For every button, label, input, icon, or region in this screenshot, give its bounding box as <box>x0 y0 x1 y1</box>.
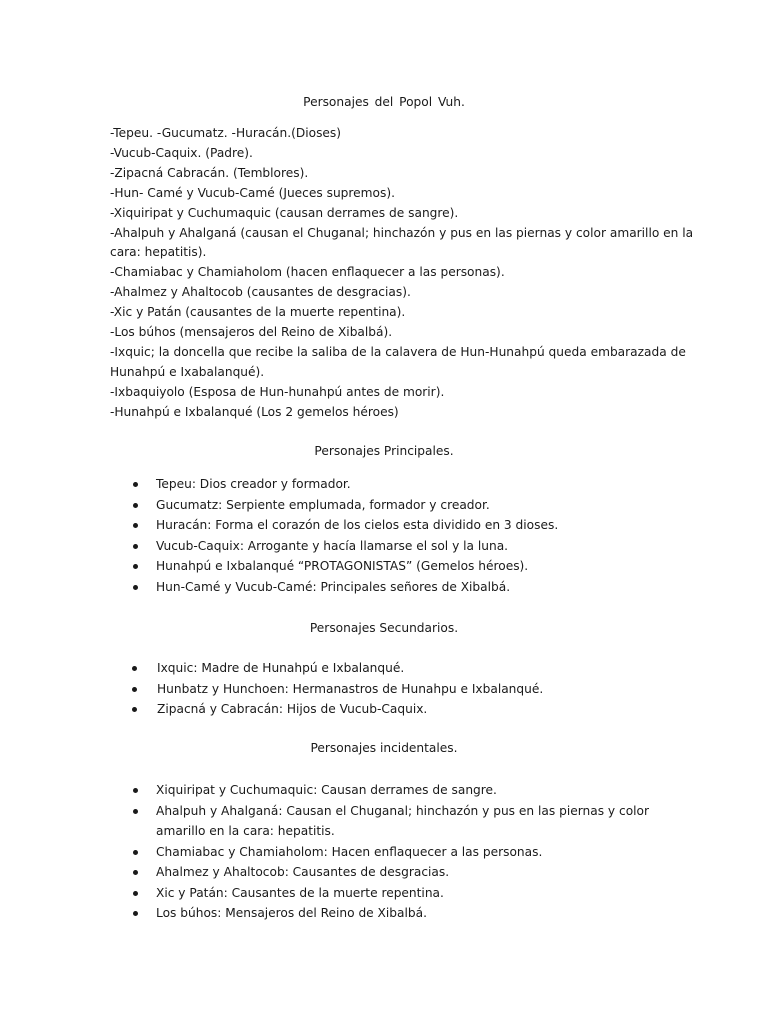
list-principales <box>130 474 670 597</box>
list-item: Xiquiripat y Cuchumaquic: Causan derrames de sangre. <box>130 780 670 801</box>
text-line: -Xiquiripat y Cuchumaquic (causan derrames de sangre). <box>110 205 459 220</box>
text-line: -Chamiabac y Chamiaholom (hacen enflaquecer a las personas). <box>110 265 505 280</box>
text-line: -Ixquic; la doncella que recibe la saliba de la calavera de Hun-Hunahpú queda embarazada de <box>110 344 686 359</box>
text-line: -Hun- Camé y Vucub-Camé (Jueces supremos). <box>110 185 395 200</box>
page-title: Personajes del Popol Vuh. <box>303 95 465 109</box>
text-line: -Ahalmez y Ahaltocob (causantes de desgracias). <box>110 285 411 300</box>
text-line: -Ahalpuh y Ahalganá (causan el Chuganal; hinchazón y pus en las piernas y color amarillo en la <box>110 225 694 240</box>
text-line: -Zipacná Cabracán. (Temblores). <box>110 165 309 180</box>
text-line: Hunahpú e Ixabalanqué). <box>110 364 265 379</box>
section-heading-principales: Personajes Principales. <box>314 444 454 458</box>
text-line: cara: hepatitis). <box>110 245 207 260</box>
section-heading-incidentales: Personajes incidentales. <box>310 741 458 755</box>
list-item: Hunahpú e Ixbalanqué “PROTAGONISTAS” (Gemelos héroes). <box>130 556 670 577</box>
list-incidentales <box>130 780 670 924</box>
list-item: Gucumatz: Serpiente emplumada, formador y creador. <box>130 495 670 516</box>
text-line: -Xic y Patán (causantes de la muerte repentina). <box>110 305 406 320</box>
character-lines <box>110 124 694 423</box>
text-line: -Tepeu. -Gucumatz. -Huracán.(Dioses) <box>110 126 342 140</box>
list-item: Ahalmez y Ahaltocob: Causantes de desgracias. <box>130 862 670 883</box>
list-item: Los búhos: Mensajeros del Reino de Xibalbá. <box>130 903 670 924</box>
list-item: Chamiabac y Chamiaholom: Hacen enflaquecer a las personas. <box>130 842 670 863</box>
section-heading-secundarios: Personajes Secundarios. <box>309 621 459 635</box>
list-item: Ahalpuh y Ahalganá: Causan el Chuganal; hinchazón y pus en las piernas y color amarillo en la cara: hepatitis. <box>130 801 670 842</box>
text-line: -Vucub-Caquix. (Padre). <box>110 145 253 160</box>
list-item: Tepeu: Dios creador y formador. <box>130 474 670 495</box>
list-item: Zipacná y Cabracán: Hijos de Vucub-Caquix. <box>130 699 670 720</box>
list-secundarios <box>130 658 670 720</box>
list-item: Hunbatz y Hunchoen: Hermanastros de Hunahpu e Ixbalanqué. <box>130 679 670 700</box>
list-item: Vucub-Caquix: Arrogante y hacía llamarse el sol y la luna. <box>130 536 670 557</box>
list-item: Xic y Patán: Causantes de la muerte repentina. <box>130 883 670 904</box>
list-item: Huracán: Forma el corazón de los cielos esta dividido en 3 dioses. <box>130 515 670 536</box>
text-line: -Los búhos (mensajeros del Reino de Xibalbá). <box>110 325 393 340</box>
text-line: -Ixbaquiyolo (Esposa de Hun-hunahpú antes de morir). <box>110 384 445 399</box>
list-item: Hun-Camé y Vucub-Camé: Principales señores de Xibalbá. <box>130 577 670 598</box>
list-item: Ixquic: Madre de Hunahpú e Ixbalanqué. <box>130 658 670 679</box>
text-line: -Hunahpú e Ixbalanqué (Los 2 gemelos héroes) <box>110 404 399 419</box>
